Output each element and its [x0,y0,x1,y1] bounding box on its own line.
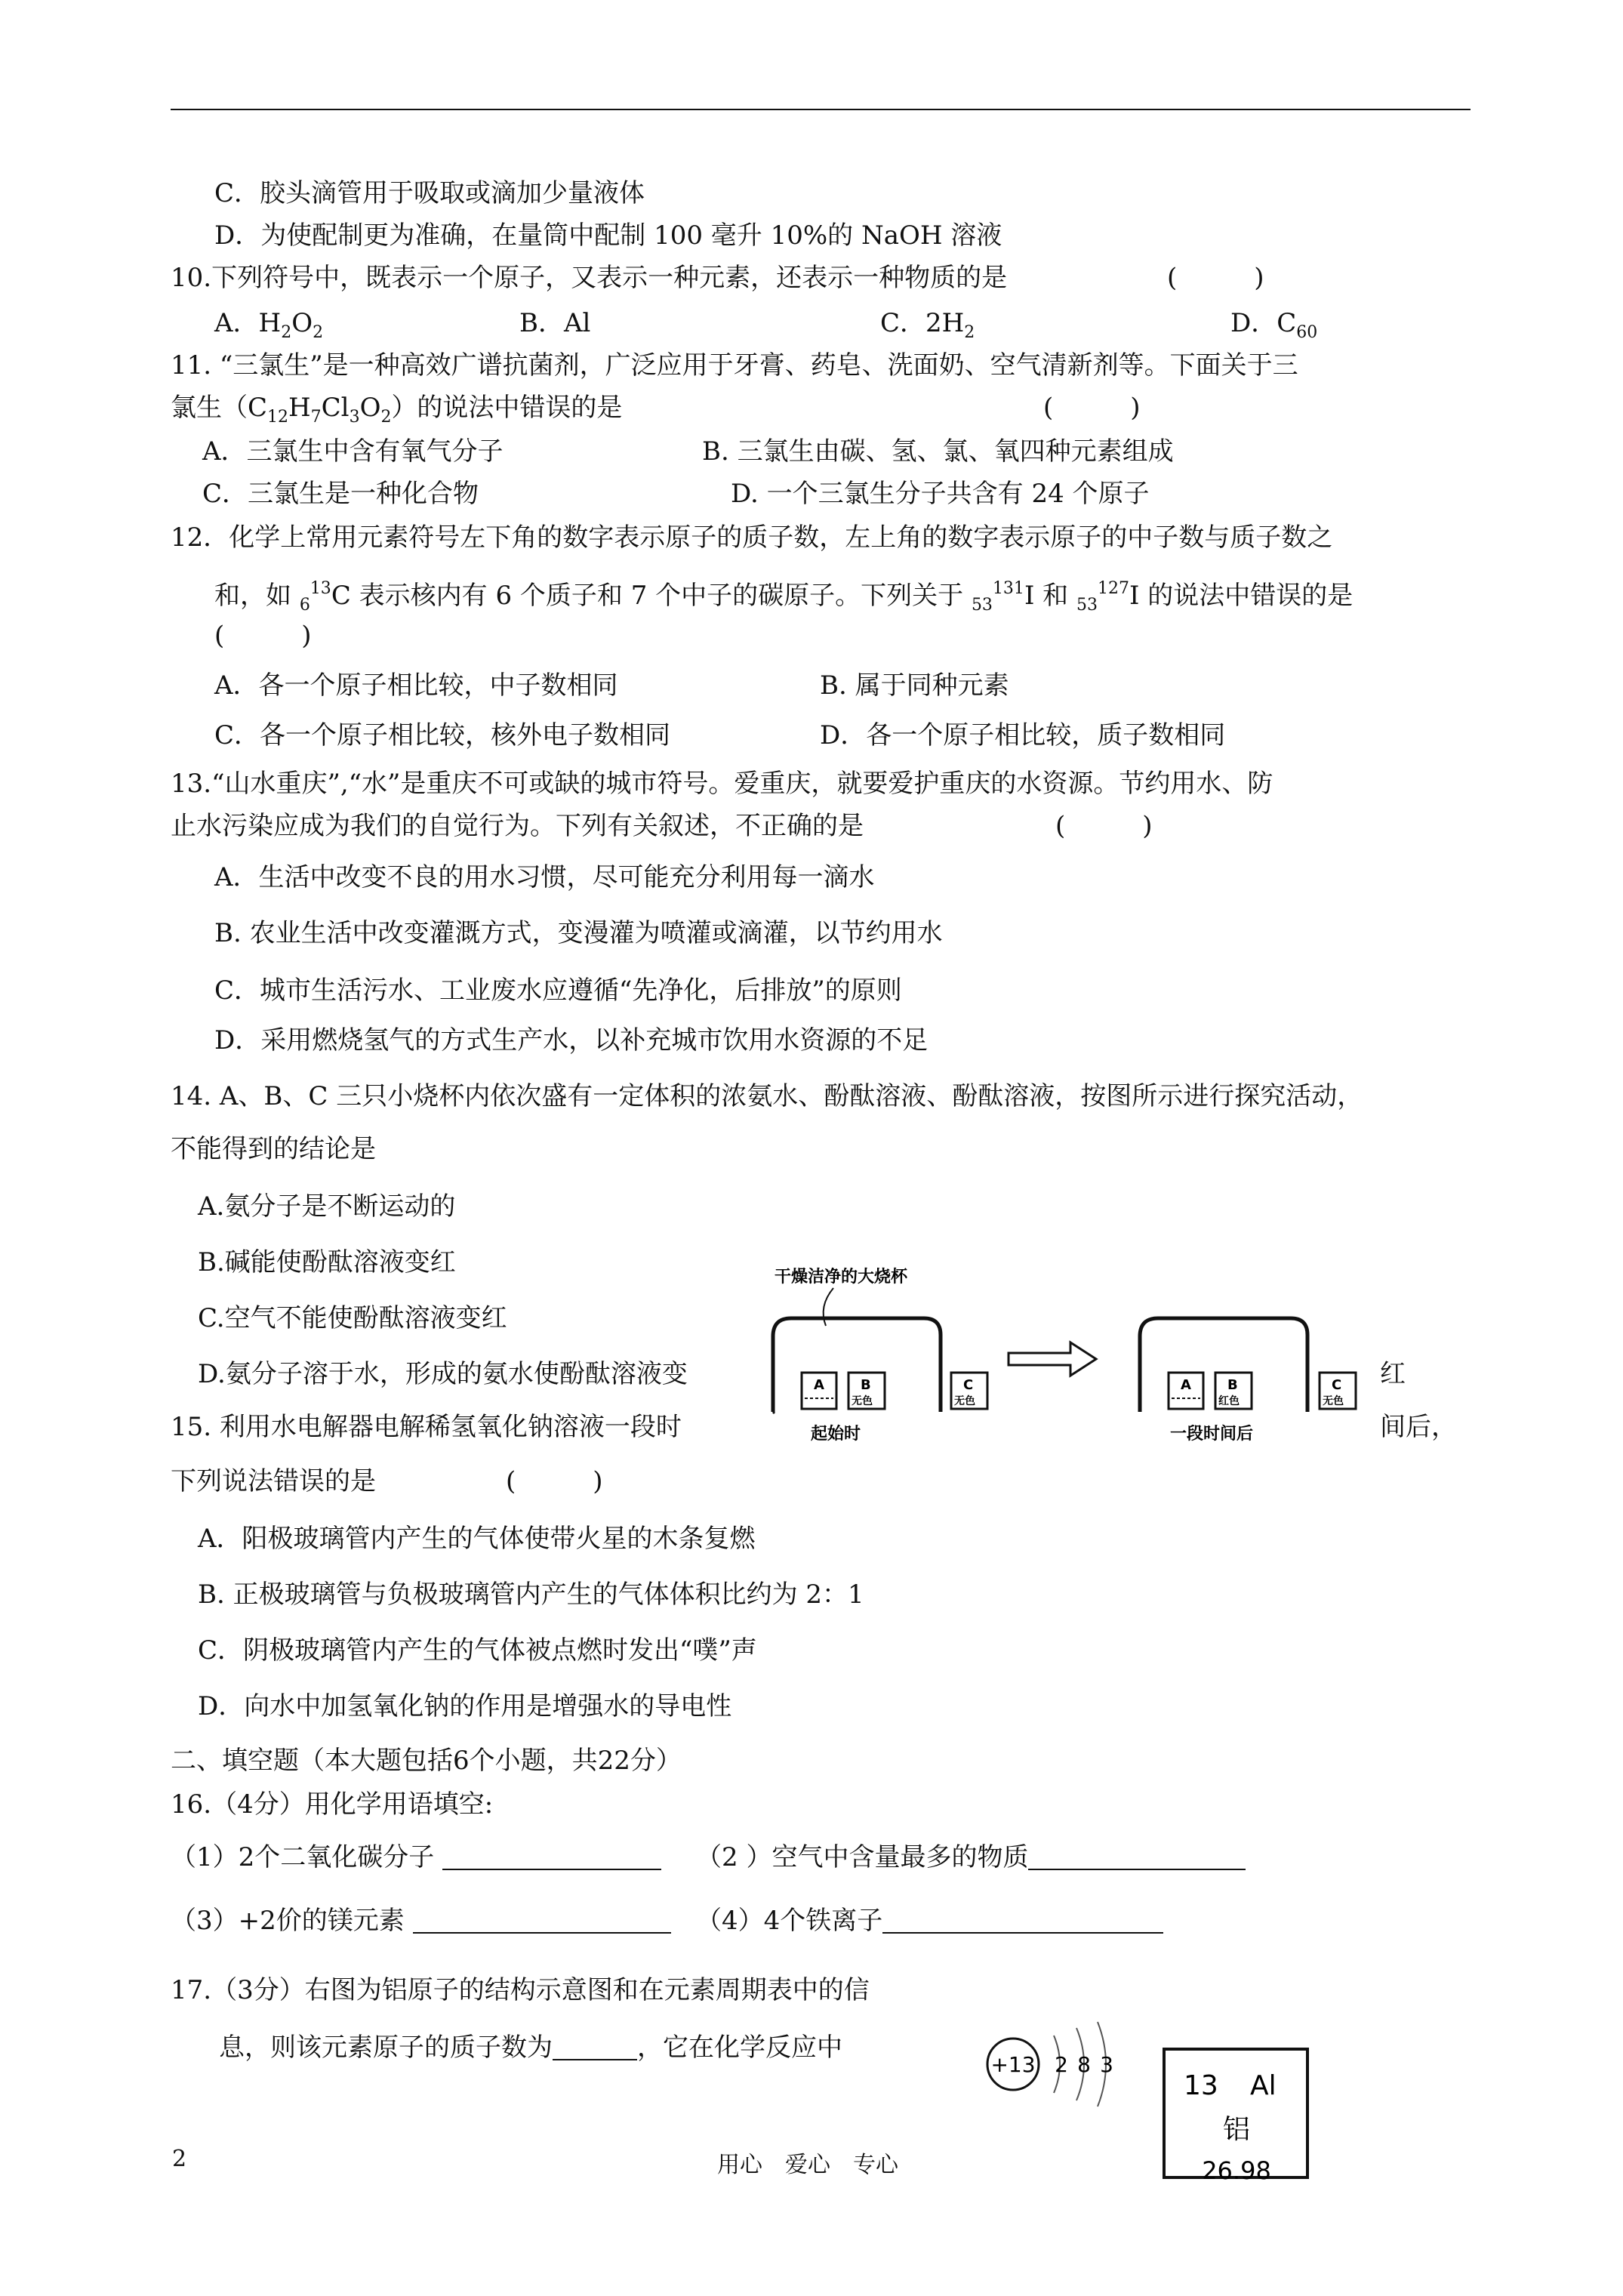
q11-stem-line2: 氯生$(C_{12}H_7Cl_3O_2)$的说法中错误的是 [171,393,623,427]
q14-option-a: A.氨分子是不断运动的 [198,1191,456,1222]
q12-stem-line2: 和，如 $_6^{13}$C 表示核内有 6 个质子和 7 个中子的碳原子。下列关于 $_{53}^{131}$I 和 $_{53}^{127}$I 的说法中错误的是 [214,579,1354,615]
shell-2-electrons: 8 [1077,2052,1091,2077]
shell-1-electrons: 2 [1055,2052,1068,2077]
header-rule [171,109,1471,110]
q14-option-d-tail: 红 [1380,1359,1406,1389]
svg-text:红色: 红色 [1218,1395,1240,1407]
q16-blank-2[interactable] [1028,1845,1246,1870]
q10-option-d: D．$C_{60}$ [1230,308,1318,342]
q10-option-c: C．$2H_2$ [880,308,975,342]
atomic-number: 13 [1184,2070,1218,2101]
section-2-title: 二、填空题（本大题包括6个小题，共22分） [171,1746,682,1776]
q14-option-d: D.氨分子溶于水，形成的氨水使酚酞溶液变 [198,1359,688,1389]
q16-part2: （2 ）空气中含量最多的物质 [696,1842,1246,1872]
q10-option-b: B．Al [519,308,591,338]
atomic-mass: 26.98 [1202,2156,1271,2182]
big-beaker-label: 干燥洁净的大烧杯 [775,1268,908,1287]
q17-blank-1[interactable] [553,2035,637,2060]
q12-option-a: A．各一个原子相比较，中子数相同 [214,670,618,701]
q11-stem-line1: 11. “三氯生”是一种高效广谱抗菌剂，广泛应用于牙膏、药皂、洗面奶、空气清新剂等。下面关于三 [171,350,1298,381]
q12-option-c: C．各一个原子相比较，核外电子数相同 [214,720,671,750]
svg-text:B: B [861,1377,871,1393]
q13-option-d: D．采用燃烧氢气的方式生产水，以补充城市饮用水资源的不足 [214,1025,929,1056]
q11-option-d: D. 一个三氯生分子共含有 24 个原子 [731,479,1150,509]
aluminum-atom-diagram [978,2011,1137,2117]
beaker-a-after [1169,1373,1203,1409]
q16-blank-3[interactable] [413,1908,671,1934]
beaker-b-after [1215,1373,1252,1409]
element-cell-aluminum [1161,2046,1312,2182]
q16-part1: （1）2个二氧化碳分子 [171,1842,661,1872]
svg-text:B: B [1227,1377,1238,1393]
q13-stem-line1: 13.“山水重庆”,“水”是重庆不可或缺的城市符号。爱重庆，就要爱护重庆的水资源。节约用水、防 [171,769,1273,799]
footer-motto: 用心 爱心 专心 [717,2152,898,2178]
q13-option-a: A．生活中改变不良的用水习惯，尽可能充分利用每一滴水 [214,862,875,892]
q13-paren: ( ) [1055,811,1153,841]
q10-option-a: A．$H_2O_2$ [214,308,324,342]
q9-option-c: C．胶头滴管用于吸取或滴加少量液体 [214,178,645,208]
beaker-b-start [848,1373,885,1409]
q10-stem: 10.下列符号中，既表示一个原子，又表示一种元素，还表示一种物质的是 [171,263,1008,293]
element-symbol: Al [1250,2070,1277,2101]
svg-text:无色: 无色 [1323,1395,1344,1407]
q15-option-c: C．阴极玻璃管内产生的气体被点燃时发出“噗”声 [198,1635,757,1666]
q12-option-d: D．各一个原子相比较，质子数相同 [820,720,1226,750]
svg-text:C: C [1332,1377,1342,1393]
q11-option-c: C．三氯生是一种化合物 [202,479,479,509]
q15-option-b: B. 正极玻璃管与负极玻璃管内产生的气体体积比约为 2：1 [198,1579,864,1610]
after-label: 一段时间后 [1170,1425,1254,1444]
q16-stem: 16.（4分）用化学用语填空: [171,1789,494,1820]
q15-paren: ( ) [506,1466,603,1496]
q16-part4: （4）4个铁离子 [696,1906,1163,1936]
q15-option-d: D．向水中加氢氧化钠的作用是增强水的导电性 [198,1691,732,1721]
svg-text:C: C [963,1377,974,1393]
q13-option-c: C．城市生活污水、工业废水应遵循“先净化，后排放”的原则 [214,975,902,1006]
q11-option-b: B. 三氯生由碳、氢、氯、氧四种元素组成 [702,436,1174,467]
q12-option-b: B. 属于同种元素 [820,670,1009,701]
q12-stem-line1: 12．化学上常用元素符号左下角的数字表示原子的质子数，左上角的数字表示原子的中子数与质子数之 [171,522,1333,553]
q14-stem-line1: 14. A、B、C 三只小烧杯内依次盛有一定体积的浓氨水、酚酞溶液、酚酞溶液，按图所示进行探究活动， [171,1081,1363,1111]
nucleus-charge: +13 [990,2052,1036,2077]
q15-stem-line1: 15. 利用水电解器电解稀氢氧化钠溶液一段时 [171,1412,682,1442]
q15-stem-line2: 下列说法错误的是 [171,1466,376,1496]
start-label: 起始时 [811,1425,861,1444]
q16-part3: （3）+2价的镁元素 [171,1906,671,1936]
q14-stem-line2: 不能得到的结论是 [171,1134,376,1164]
shell-3-electrons: 3 [1100,2052,1113,2077]
q14-option-b: B.碱能使酚酞溶液变红 [198,1247,456,1277]
q11-paren: ( ) [1043,393,1141,423]
element-name: 铝 [1222,2114,1251,2145]
q14-option-c: C.空气不能使酚酞溶液变红 [198,1303,507,1333]
q9-option-d: D．为使配制更为准确，在量筒中配制 100 毫升 10%的 NaOH 溶液 [214,220,1002,251]
ammonia-experiment-figure [765,1253,1362,1457]
page-number: 2 [172,2146,187,2172]
q16-blank-1[interactable] [442,1845,661,1870]
arrow-icon [1009,1342,1096,1376]
beaker-c-start [951,1373,987,1409]
q13-stem-line2: 止水污染应成为我们的自觉行为。下列有关叙述，不正确的是 [171,811,864,841]
beaker-a-start [802,1373,836,1409]
q13-option-b: B. 农业生活中改变灌溉方式，变漫灌为喷灌或滴灌，以节约用水 [214,918,943,948]
q17-stem-line1: 17.（3分）右图为铝原子的结构示意图和在元素周期表中的信 [171,1975,870,2005]
q12-paren: ( ) [214,621,312,651]
q10-paren: ( ) [1167,263,1264,293]
q16-blank-4[interactable] [882,1908,1163,1934]
svg-text:无色: 无色 [954,1395,975,1407]
svg-text:无色: 无色 [852,1395,873,1407]
svg-text:A: A [1181,1377,1191,1393]
svg-text:A: A [814,1377,824,1393]
q11-option-a: A．三氯生中含有氧气分子 [202,436,504,467]
q15-option-a: A．阳极玻璃管内产生的气体使带火星的木条复燃 [198,1524,756,1554]
beaker-c-after [1320,1373,1356,1409]
q15-stem-line1-tail: 间后， [1380,1412,1457,1442]
q17-stem-line2: 息，则该元素原子的质子数为 ，它在化学反应中 [219,2032,842,2063]
